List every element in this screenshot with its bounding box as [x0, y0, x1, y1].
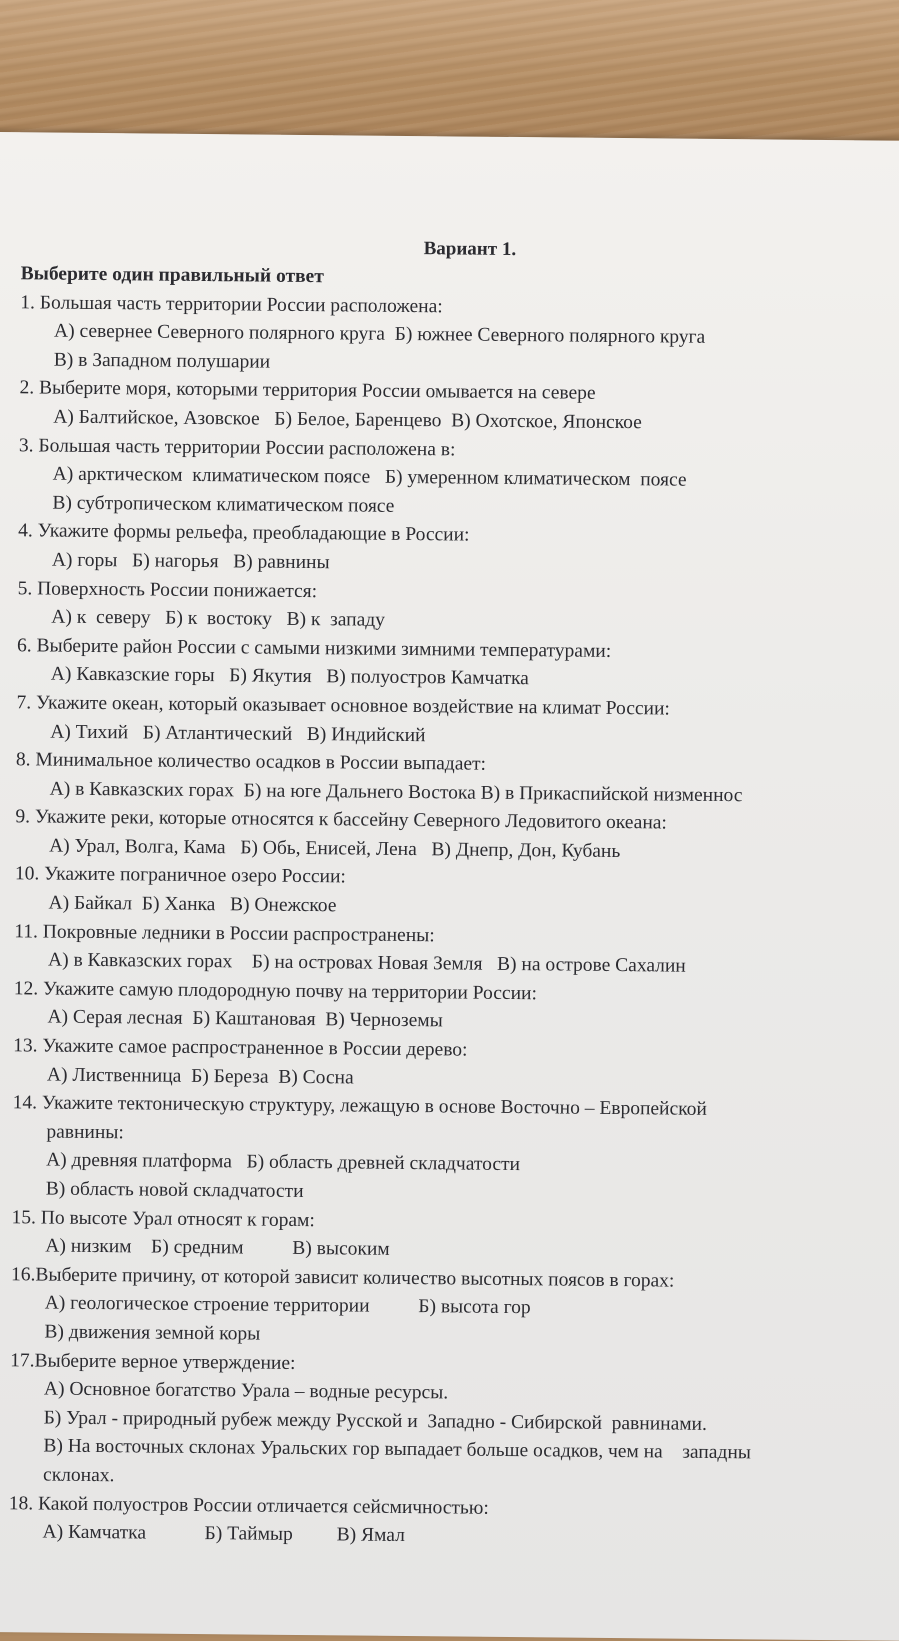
answer-options: В) На восточных склонах Уральских гор выпадает больше осадков, чем на западны — [43, 1435, 752, 1464]
answer-options: А) низким Б) средним В) высоким — [45, 1235, 390, 1261]
question-text: 7. Укажите океан, который оказывает основное воздействие на климат России: — [16, 692, 670, 720]
answer-options: А) геологическое строение территории Б) высота гор — [44, 1292, 531, 1319]
answer-options: А) Основное богатство Урала – водные ресурсы. — [43, 1378, 449, 1404]
answer-options: А) Серая лесная Б) Каштановая В) Черноземы — [47, 1006, 443, 1032]
question-block — [14, 861, 895, 927]
answer-options: В) движения земной коры — [44, 1321, 261, 1345]
question-block — [12, 1089, 893, 1212]
answer-options: склонах. — [43, 1464, 115, 1487]
answer-options: А) Лиственница Б) Береза В) Сосна — [46, 1064, 354, 1089]
answer-options: А) Кавказские горы Б) Якутия В) полуостров Камчатка — [50, 663, 529, 690]
answer-options: А) арктическом климатическом поясе Б) умеренном климатическом поясе — [52, 463, 687, 491]
question-block — [14, 918, 895, 984]
question-text: 9. Укажите реки, которые относятся к бассейну Северного Ледовитого океана: — [15, 806, 667, 834]
question-block — [18, 518, 899, 584]
answer-options: А) древняя платформа Б) область древней складчатости — [46, 1149, 521, 1176]
question-text: 17.Выберите верное утверждение: — [10, 1349, 296, 1374]
question-block — [8, 1490, 889, 1556]
instruction-heading: Выберите один правильный ответ — [20, 263, 324, 288]
question-block — [17, 632, 898, 698]
question-text: 1. Большая часть территории России расположена: — [20, 291, 443, 317]
question-text: 3. Большая часть территории России расположена в: — [18, 434, 456, 461]
document-content — [8, 230, 899, 1555]
question-text: 14. Укажите тектоническую структуру, лежащую в основе Восточно – Европейской — [12, 1092, 707, 1121]
question-text: 5. Поверхность России понижается: — [17, 577, 318, 602]
answer-options: В) в Западном полушарии — [53, 349, 271, 373]
answer-options: А) Тихий Б) Атлантический В) Индийский — [50, 721, 426, 746]
question-text: 10. Укажите пограничное озеро России: — [14, 863, 347, 888]
answer-options: А) горы Б) нагорья В) равнины — [51, 549, 330, 574]
question-block — [16, 689, 897, 755]
question-block — [9, 1347, 890, 1498]
question-text: 8. Минимальное количество осадков в России выпадает: — [15, 749, 487, 775]
question-text: 18. Какой полуостров России отличается сейсмичностью: — [8, 1492, 489, 1519]
answer-options: В) область новой складчатости — [45, 1178, 304, 1203]
question-block — [13, 1032, 894, 1098]
question-block — [11, 1204, 892, 1270]
variant-title: Вариант 1. — [423, 238, 517, 261]
question-block — [15, 804, 896, 870]
question-text: 2. Выберите моря, которыми территория России омывается на севере — [19, 377, 596, 405]
question-block — [20, 289, 899, 383]
question-list — [8, 289, 899, 1556]
answer-options: А) Байкал Б) Ханка В) Онежское — [48, 892, 337, 917]
answer-options: А) в Кавказских горах Б) на юге Дальнего Востока В) в Прикаспийской низменнос — [49, 778, 743, 806]
answer-options: Б) Урал - природный рубеж между Русской и Западно - Сибирской равнинами. — [43, 1407, 708, 1435]
question-text: 11. Покровные ледники в России распространены: — [14, 920, 435, 946]
answer-options: А) к северу Б) к востоку В) к западу — [51, 606, 386, 631]
paper-sheet — [0, 132, 899, 1641]
question-text: 15. По высоте Урал относят к горам: — [11, 1206, 315, 1231]
answer-options: равнины: — [46, 1121, 124, 1144]
answer-options: В) субтропическом климатическом поясе — [52, 492, 395, 517]
answer-options: А) в Кавказских горах Б) на островах Новая Земля В) на острове Сахалин — [47, 949, 686, 977]
question-block — [18, 432, 899, 526]
question-block — [17, 575, 898, 641]
question-text: 13. Укажите самое распространенное в России дерево: — [13, 1035, 468, 1061]
question-text: 12. Укажите самую плодородную почву на территории России: — [13, 978, 538, 1005]
question-block — [16, 746, 897, 812]
answer-options: А) севернее Северного полярного круга Б) южнее Северного полярного круга — [53, 320, 706, 349]
answer-options: А) Балтийское, Азовское Б) Белое, Баренцево В) Охотское, Японское — [53, 406, 642, 434]
question-text: 6. Выберите район России с самыми низкими зимними температурами: — [16, 634, 612, 662]
answer-options: А) Камчатка Б) Таймыр В) Ямал — [42, 1521, 405, 1547]
question-text: 4. Укажите формы рельефа, преобладающие в России: — [18, 520, 470, 546]
question-text: 16.Выберите причину, от которой зависит количество высотных поясов в горах: — [10, 1263, 675, 1292]
question-block — [10, 1261, 891, 1355]
question-block — [19, 375, 899, 441]
question-block — [13, 975, 894, 1041]
answer-options: А) Урал, Волга, Кама Б) Обь, Енисей, Лена В) Днепр, Дон, Кубань — [49, 835, 621, 862]
